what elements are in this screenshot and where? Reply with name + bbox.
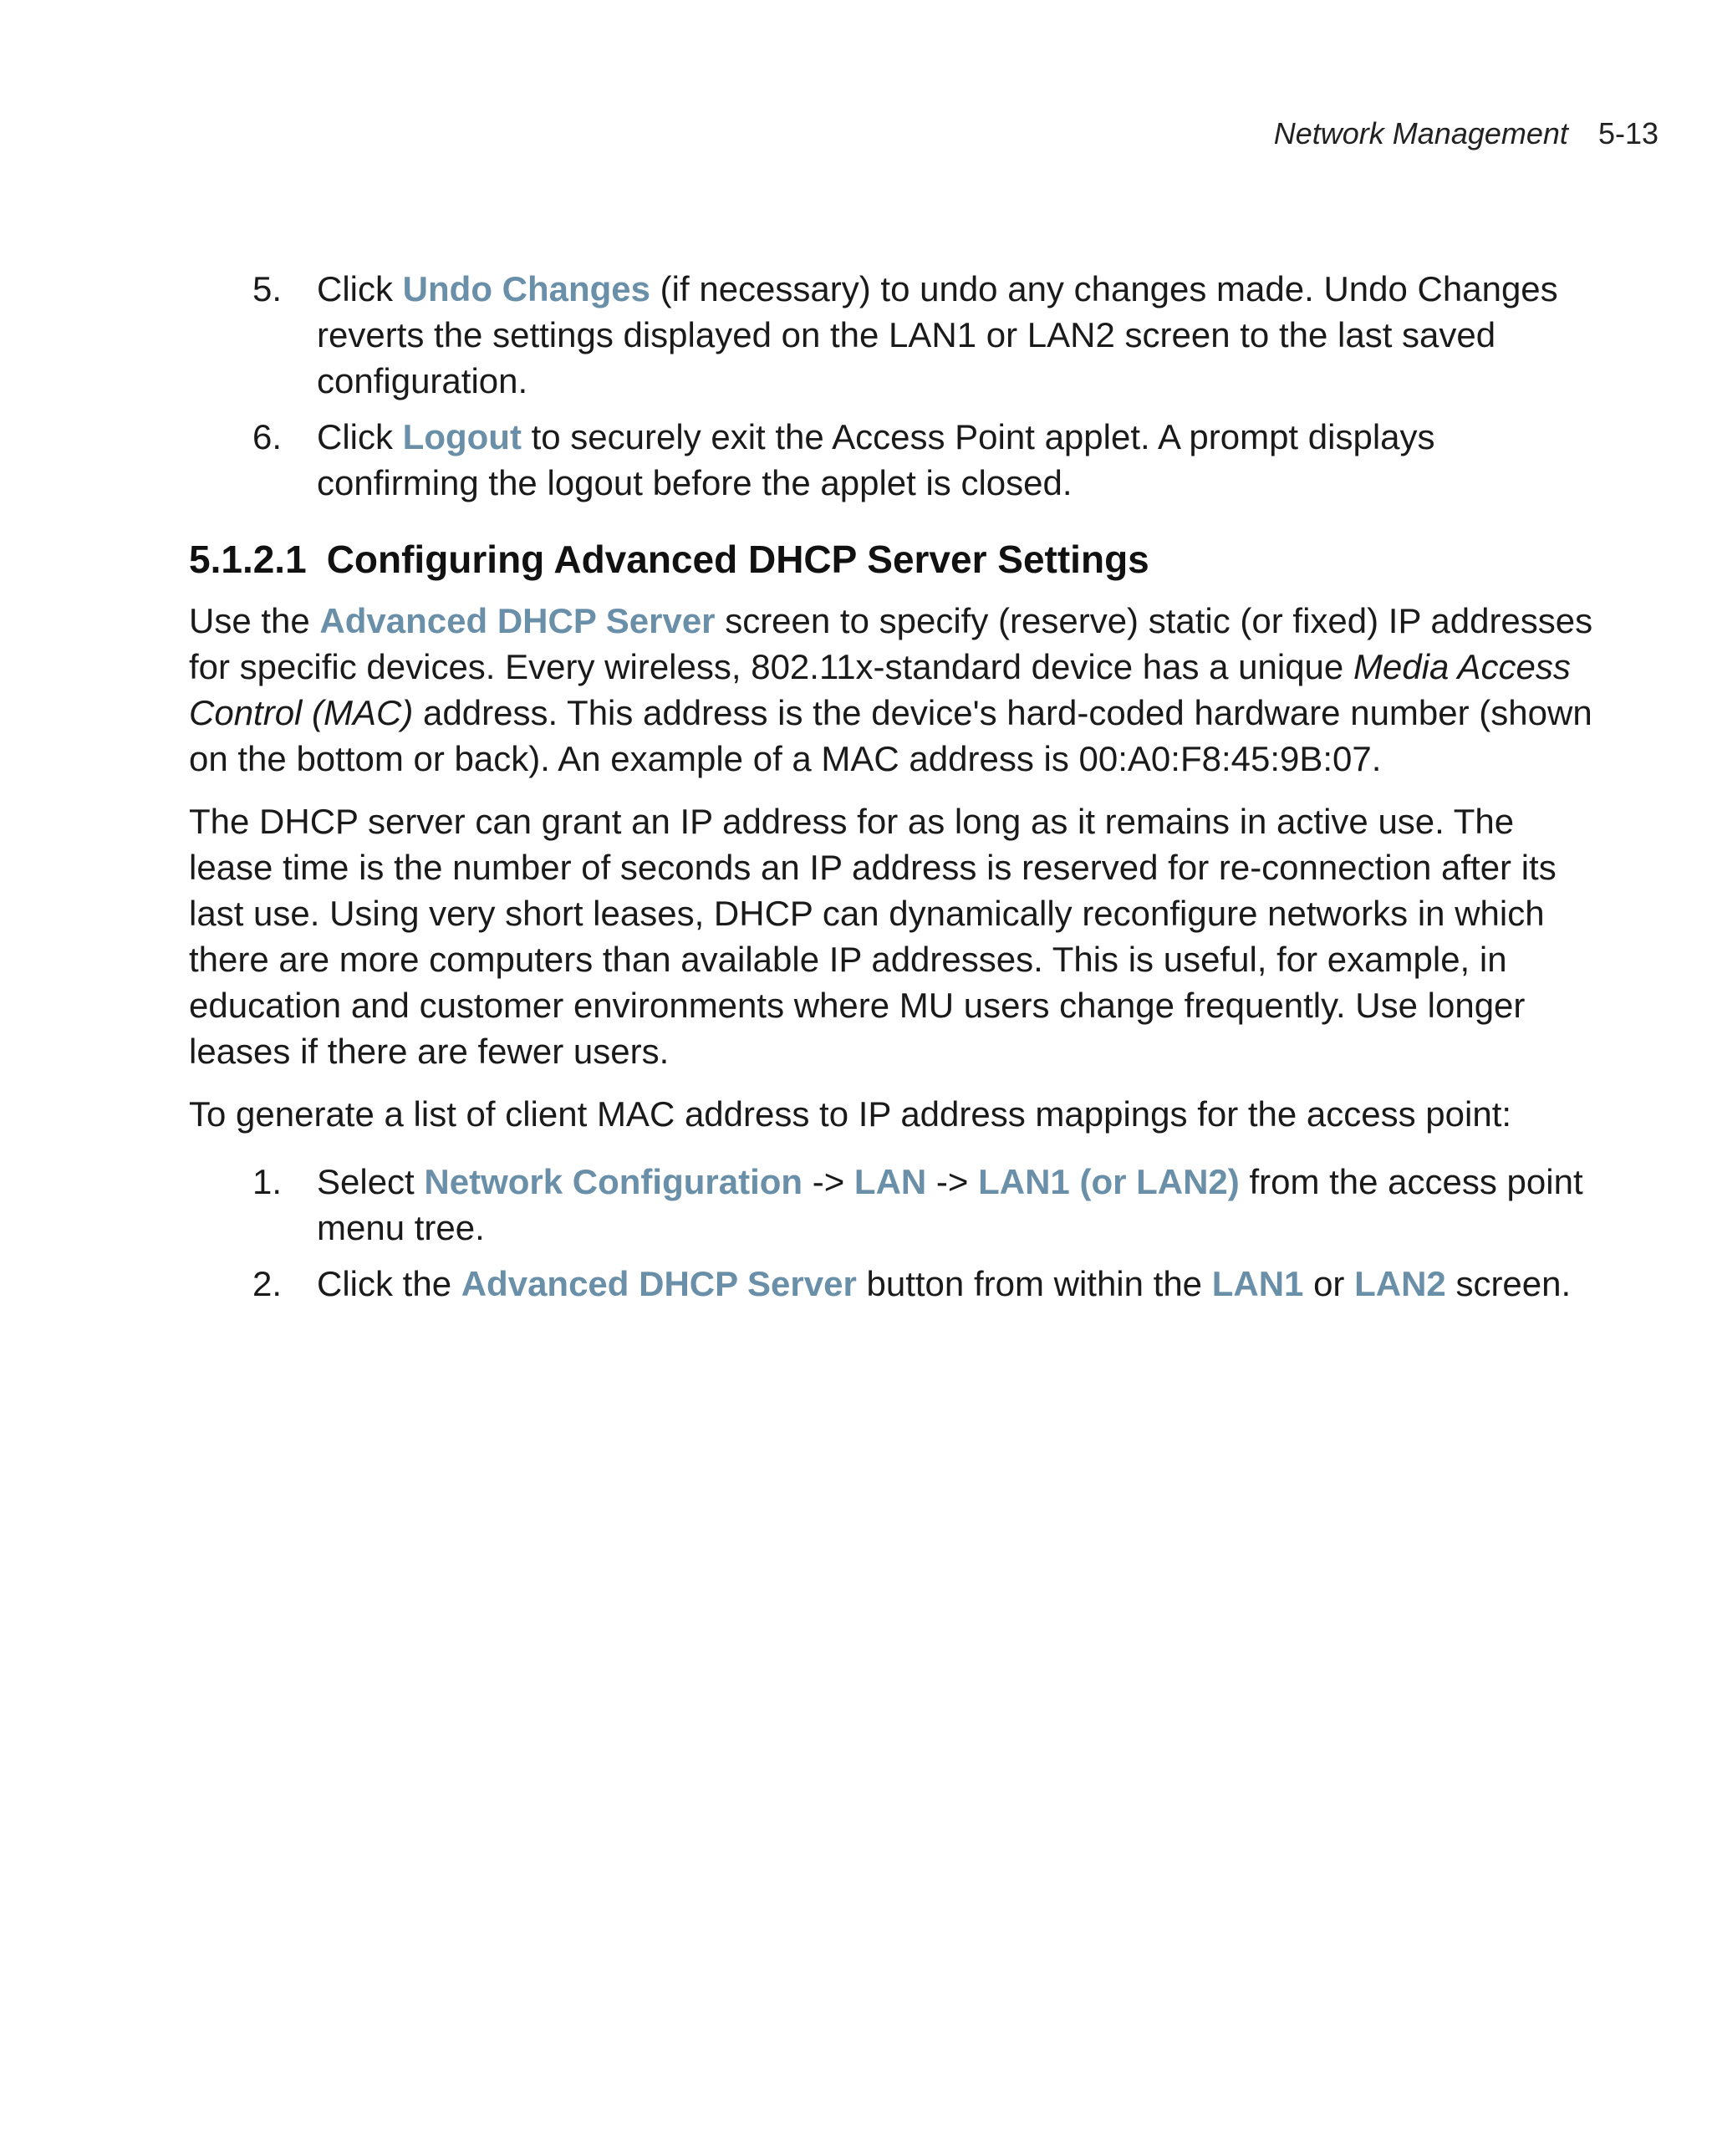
paragraph-text: screen to specify (reserve) static (or fixed) IP addresses for specific devices. Every wireless, 802.11x-standard device has a unique [189, 601, 1593, 686]
paragraph-lease-time: The DHCP server can grant an IP address for as long as it remains in active use. The lease time is the number of seconds an IP address is reserved for re-connection after its last use. Using very short leases, DHCP can dynamically reconfigure networks in which there are more computers than available IP addresses. This is useful, for example, in education and customer environments where MU users change frequently. Use longer leases if there are fewer users. [189, 802, 1557, 1071]
paragraph-advanced-dhcp [189, 598, 1593, 782]
path-separator: -> [926, 1162, 979, 1201]
step-item [189, 266, 1593, 404]
mac-term: Media Access Control (MAC) [189, 647, 1571, 732]
steps-list-top [189, 266, 1593, 506]
section-title: Configuring Advanced DHCP Server Settings [326, 538, 1149, 581]
lan1-or-lan2-reference: LAN1 (or LAN2) [978, 1162, 1240, 1201]
section-number: 5.1.2.1 [189, 538, 307, 581]
paragraph-text: address. This address is the device's hard-coded hardware number (shown on the bottom or back). An example of a MAC address is 00:A0:F8:45:9B:07. [189, 693, 1592, 778]
path-separator: -> [802, 1162, 854, 1201]
step-text-suffix: screen. [1445, 1264, 1572, 1303]
lan2-reference: LAN2 [1354, 1264, 1446, 1303]
header-page-number: 5-13 [1597, 116, 1658, 150]
step-text-prefix: Select [317, 1162, 425, 1201]
step-text-suffix: (if necessary) to undo any changes made. Undo Changes reverts the settings displayed on the LAN1 or LAN2 screen to the last saved configuration. [317, 269, 1558, 400]
step-text-prefix: Click [317, 269, 403, 308]
step-number: 5. [252, 269, 283, 308]
advanced-dhcp-server-reference: Advanced DHCP Server [319, 601, 716, 640]
paragraph-generate-list: To generate a list of client MAC address to IP address mappings for the access point: [189, 1094, 1512, 1134]
step-text-suffix: to securely exit the Access Point applet. A prompt displays confirming the logout before the applet is closed. [317, 417, 1435, 502]
network-configuration-reference: Network Configuration [424, 1162, 803, 1201]
lan1-reference: LAN1 [1211, 1264, 1304, 1303]
steps-list-bottom [189, 1159, 1593, 1307]
advanced-dhcp-server-button-reference: Advanced DHCP Server [461, 1264, 857, 1303]
step-number: 1. [252, 1162, 283, 1201]
step-text-prefix: Click the [317, 1264, 461, 1303]
paragraph-text: Use the [189, 601, 320, 640]
step-text-suffix: from the access point menu tree. [317, 1162, 1583, 1247]
step-number: 6. [252, 417, 283, 456]
running-header [655, 115, 1658, 152]
step-item [189, 1159, 1593, 1251]
step-item [189, 414, 1593, 506]
step-text-prefix: Click [317, 417, 403, 456]
lan-reference: LAN [853, 1162, 927, 1201]
undo-changes-reference: Undo Changes [402, 269, 651, 308]
step-text: or [1303, 1264, 1355, 1303]
section-heading [189, 536, 1593, 583]
step-number: 2. [252, 1264, 283, 1303]
step-item [189, 1261, 1593, 1307]
logout-reference: Logout [402, 417, 522, 456]
page-content [189, 266, 1593, 1317]
header-section-name: Network Management [1273, 116, 1568, 150]
step-text: button from within the [856, 1264, 1212, 1303]
